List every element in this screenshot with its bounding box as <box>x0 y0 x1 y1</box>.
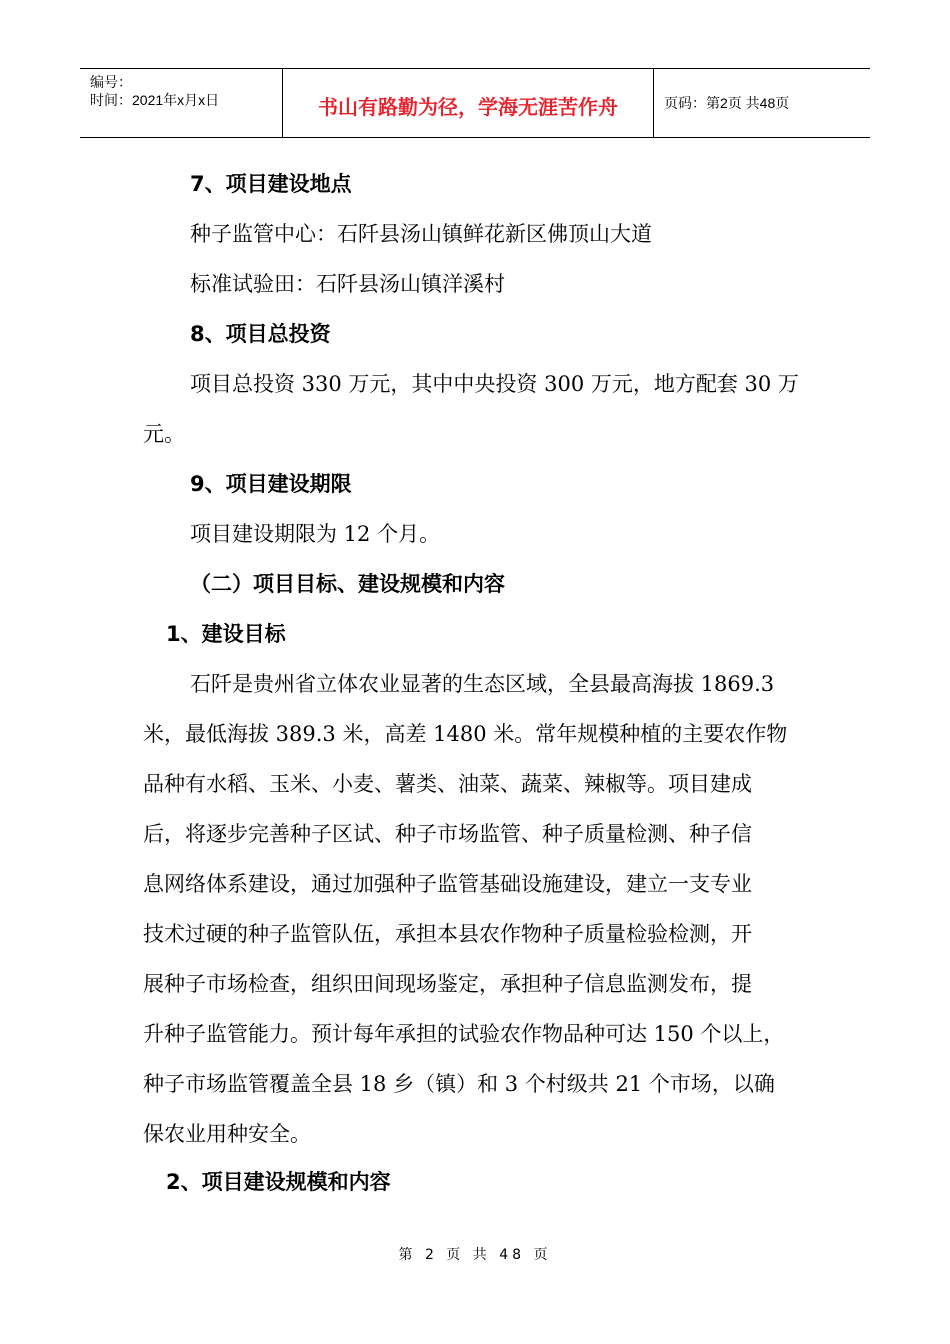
section-8-paragraph-line-1: 项目总投资 330 万元，其中中央投资 300 万元，地方配套 30 万 <box>190 372 799 396</box>
goal-line: 品种有水稻、玉米、小麦、薯类、油菜、蔬菜、辣椒等。项目建成 <box>143 772 752 796</box>
section-9-paragraph: 项目建设期限为 12 个月。 <box>190 522 441 546</box>
goal-line: 技术过硬的种子监管队伍，承担本县农作物种子质量检验检测，开 <box>143 922 752 946</box>
header-motto: 书山有路勤为径，学海无涯苦作舟 <box>282 69 654 137</box>
goal-line: 保农业用种安全。 <box>143 1122 311 1146</box>
goal-line: 息网络体系建设，通过加强种子监管基础设施建设，建立一支专业 <box>143 872 752 896</box>
number-label: 编号： <box>90 74 132 90</box>
section-7-line-2: 标准试验田：石阡县汤山镇洋溪村 <box>190 272 505 296</box>
goal-line: 后，将逐步完善种子区试、种子市场监管、种子质量检测、种子信 <box>143 822 752 846</box>
page-footer: 第 2 页 共 48 页 <box>398 1247 552 1263</box>
subsection-1-heading: 1、建设目标 <box>166 622 286 646</box>
time-label: 时间：2021年x月x日 <box>90 92 220 108</box>
header-meta <box>80 69 282 137</box>
subsection-2-heading: 2、项目建设规模和内容 <box>166 1170 391 1194</box>
section-7-heading: 7、项目建设地点 <box>190 172 352 196</box>
goal-line: 米，最低海拔 389.3 米，高差 1480 米。常年规模种植的主要农作物 <box>143 722 788 746</box>
section-7-line-1: 种子监管中心：石阡县汤山镇鲜花新区佛顶山大道 <box>190 222 652 246</box>
goal-line: 种子市场监管覆盖全县 18 乡（镇）和 3 个村级共 21 个市场，以确 <box>143 1072 775 1096</box>
section-8-paragraph-line-2: 元。 <box>143 422 185 446</box>
goal-line: 升种子监管能力。预计每年承担的试验农作物品种可达 150 个以上， <box>143 1022 785 1046</box>
document-header <box>80 68 870 138</box>
part-2-heading: （二）项目目标、建设规模和内容 <box>190 572 505 596</box>
section-8-heading: 8、项目总投资 <box>190 322 331 346</box>
header-page-info: 页码：第2页 共48页 <box>664 95 790 111</box>
goal-line: 石阡是贵州省立体农业显著的生态区域，全县最高海拔 1869.3 <box>190 672 775 696</box>
goal-line: 展种子市场检查，组织田间现场鉴定，承担种子信息监测发布，提 <box>143 972 752 996</box>
section-9-heading: 9、项目建设期限 <box>190 472 352 496</box>
